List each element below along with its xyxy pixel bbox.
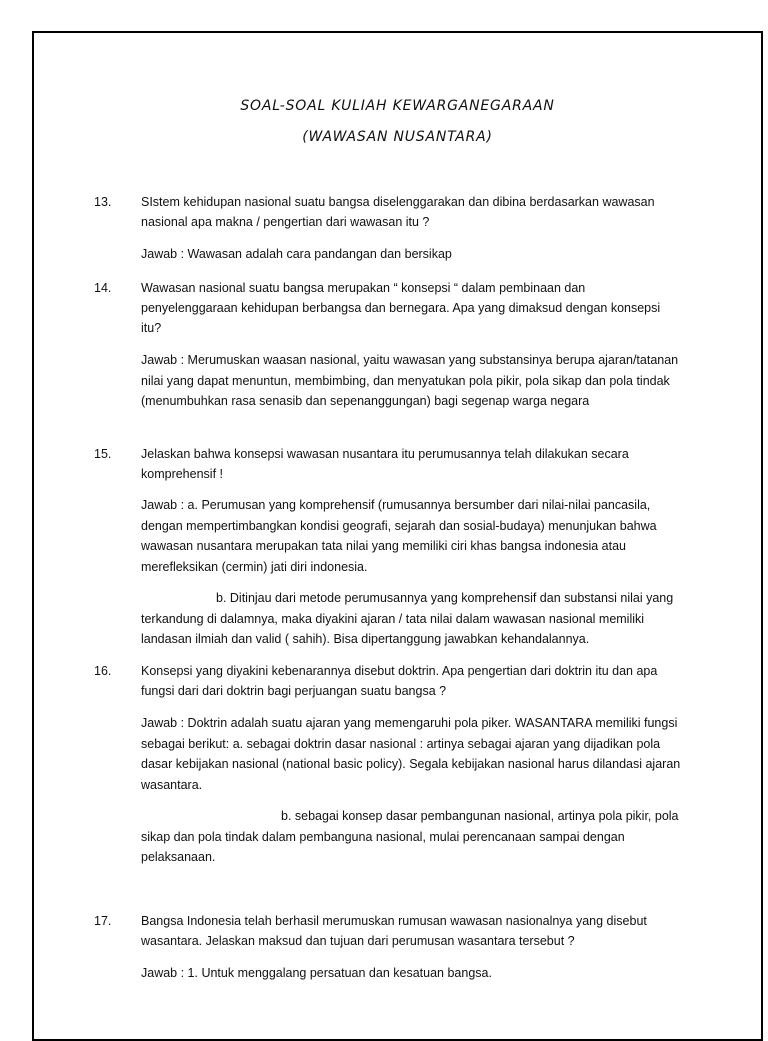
question-number: 17. <box>94 914 112 928</box>
answer-16a: Jawab : Doktrin adalah suatu ajaran yang memengaruhi pola piker. WASANTARA memiliki fungsi sebagai berikut: a. sebagai doktrin dasar nasional : artinya sebagai ajaran yang dijadikan pola dasar kebijakan nasional (national basic policy). Segala kebijakan nasional harus dilandasi ajaran wasantara. <box>141 716 681 792</box>
question-number: 16. <box>94 664 112 678</box>
answer-13: Jawab : Wawasan adalah cara pandangan dan bersikap <box>141 247 452 261</box>
answer-14: Jawab : Merumuskan waasan nasional, yaitu wawasan yang substansinya berupa ajaran/tatanan nilai yang dapat menuntun, membimbing, dan menyatukan pola pikir, pola sikap dan pola tindak (menumbuhkan rasa senasib dan sepenanggungan) bagi segenap warga negara <box>141 353 679 408</box>
answer-15a: Jawab : a. Perumusan yang komprehensif (rumusannya bersumber dari nilai-nilai pancasila, dengan mempertimbangkan kondisi geografi, sejarah dan sosial-budaya) menunjukan bahwa wawasan nusantara merupakan tata nilai yang memiliki ciri khas bangsa indonesia atau merefleksikan (cermin) jati diri indonesia. <box>141 498 657 574</box>
question-number: 15. <box>94 447 112 461</box>
page-subtitle: (WAWASAN NUSANTARA) <box>302 129 493 145</box>
question-text: Bangsa Indonesia telah berhasil merumuskan rumusan wawasan nasionalnya yang disebut wasantara. Jelaskan maksud dan tujuan dari perumusan wasantara tersebut ? <box>141 914 647 948</box>
answer-17: Jawab : 1. Untuk menggalang persatuan dan kesatuan bangsa. <box>141 966 492 980</box>
question-number: 13. <box>94 195 112 209</box>
document-page <box>32 31 763 1041</box>
question-text: Wawasan nasional suatu bangsa merupakan “ konsepsi “ dalam pembinaan dan penyelenggaraan kehidupan berbangsa dan bernegara. Apa yang dimaksud dengan konsepsi itu? <box>141 281 661 335</box>
answer-16b: b. sebagai konsep dasar pembangunan nasional, artinya pola pikir, pola sikap dan pola tindak dalam pembanguna nasional, mulai perencanaan sampai dengan pelaksanaan. <box>141 809 679 864</box>
question-number: 14. <box>94 281 112 295</box>
answer-15b: b. Ditinjau dari metode perumusannya yang komprehensif dan substansi nilai yang terkandung di dalamnya, maka diyakini ajaran / tata nilai dalam wawasan nasional memiliki landasan ilmiah dan valid ( sahih). Bisa dipertanggung jawabkan kehandalannya. <box>141 591 674 646</box>
question-text: SIstem kehidupan nasional suatu bangsa diselenggarakan dan dibina berdasarkan wawasan nasional apa makna / pengertian dari wawasan itu ? <box>141 195 655 229</box>
question-text: Jelaskan bahwa konsepsi wawasan nusantara itu perumusannya telah dilakukan secara komprehensif ! <box>141 447 629 481</box>
question-text: Konsepsi yang diyakini kebenarannya disebut doktrin. Apa pengertian dari doktrin itu dan apa fungsi dari dari doktrin bagi perjuangan suatu bangsa ? <box>141 664 658 698</box>
page-title: SOAL-SOAL KULIAH KEWARGANEGARAAN <box>240 98 555 114</box>
